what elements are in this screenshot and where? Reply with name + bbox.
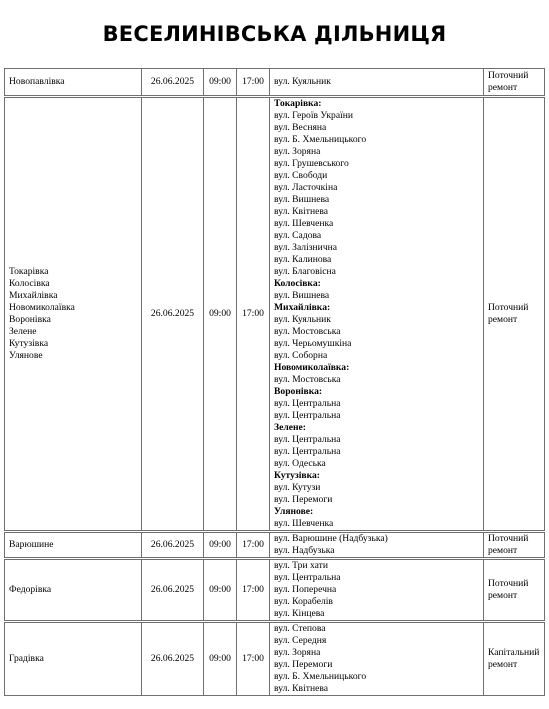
settlement-name: Новопавлівка	[9, 76, 65, 87]
work-type-cell	[484, 532, 545, 559]
page-title: ВЕСЕЛИНІВСЬКА ДІЛЬНИЦЯ	[102, 22, 447, 46]
street-name: вул. Перемоги	[274, 659, 333, 670]
street-name: вул. Зоряна	[274, 647, 321, 658]
street-name: вул. Середня	[274, 635, 327, 646]
date-cell: 26.06.2025	[142, 97, 204, 532]
date-cell: 26.06.2025	[142, 622, 204, 696]
street-name: вул. Весняна	[274, 122, 327, 133]
street-name: вул. Черьомушкіна	[274, 338, 352, 349]
end-time-cell: 17:00	[237, 97, 270, 532]
street-name: вул. Мостовська	[274, 374, 341, 385]
start-time-cell: 09:00	[204, 622, 237, 696]
street-name: вул. Кутузи	[274, 482, 321, 493]
work-type-text: ремонт	[488, 659, 518, 670]
end-time-cell: 17:00	[237, 532, 270, 559]
start-time-cell: 09:00	[204, 532, 237, 559]
street-name: вул. Залізнична	[274, 242, 338, 253]
work-type-text: Капітальний	[488, 647, 540, 658]
settlement-name: Кутузівка	[9, 338, 49, 349]
street-name: вул. Мостовська	[274, 326, 341, 337]
street-name: вул. Б. Хмельницького	[274, 134, 367, 145]
work-type-text: Поточний	[488, 533, 529, 544]
settlement-heading: Токарівка:	[274, 98, 322, 109]
work-type-text: ремонт	[488, 82, 518, 93]
work-type-cell	[484, 622, 545, 696]
street-name: вул. Б. Хмельницького	[274, 671, 367, 682]
street-name: вул. Грушевського	[274, 158, 349, 169]
street-name: вул. Шевченка	[274, 518, 334, 529]
settlements-cell	[5, 622, 142, 696]
table-row	[5, 69, 545, 97]
settlement-heading: Воронівка:	[274, 386, 323, 397]
street-name: вул. Шевченка	[274, 218, 334, 229]
street-name: вул. Перемоги	[274, 494, 333, 505]
streets-cell	[270, 559, 484, 622]
start-time-cell: 09:00	[204, 97, 237, 532]
street-name: вул. Зоряна	[274, 146, 321, 157]
street-name: вул. Варюшине (Надбузька)	[274, 533, 388, 544]
table-row	[5, 622, 545, 696]
street-name: вул. Героїв України	[274, 110, 354, 121]
street-name: вул. Центральна	[274, 446, 341, 457]
work-type-text: ремонт	[488, 545, 518, 556]
street-name: вул. Соборна	[274, 350, 328, 361]
start-time-cell: 09:00	[204, 559, 237, 622]
settlement-name: Токарівка	[9, 266, 49, 277]
settlement-heading: Михайлівка:	[274, 302, 331, 313]
settlement-name: Новомиколаївка	[9, 302, 75, 313]
settlement-heading: Зелене:	[274, 422, 306, 433]
work-type-text: Поточний	[488, 578, 529, 589]
street-name: вул. Куяльник	[274, 76, 331, 87]
table-row	[5, 559, 545, 622]
settlements-cell	[5, 532, 142, 559]
street-name: вул. Центральна	[274, 398, 341, 409]
settlement-name: Михайлівка	[9, 290, 58, 301]
street-name: вул. Квітнева	[274, 206, 329, 217]
work-type-cell	[484, 69, 545, 97]
streets-cell	[270, 532, 484, 559]
settlement-heading: Новомиколаївка:	[274, 362, 350, 373]
street-name: вул. Вишнева	[274, 290, 330, 301]
street-name: вул. Благовісна	[274, 266, 336, 277]
street-name: вул. Свободи	[274, 170, 328, 181]
settlement-heading: Кутузівка:	[274, 470, 320, 481]
street-name: вул. Поперечна	[274, 584, 337, 595]
streets-cell	[270, 69, 484, 97]
work-type-cell	[484, 559, 545, 622]
work-type-text: Поточний	[488, 302, 529, 313]
settlement-name: Колосівка	[9, 278, 50, 289]
settlement-name: Варюшине	[9, 539, 54, 550]
date-cell: 26.06.2025	[142, 69, 204, 97]
streets-cell	[270, 97, 484, 532]
settlements-cell	[5, 559, 142, 622]
street-name: вул. Куяльник	[274, 314, 331, 325]
settlement-name: Федорівка	[9, 584, 52, 595]
street-name: вул. Садова	[274, 230, 322, 241]
end-time-cell: 17:00	[237, 559, 270, 622]
settlement-heading: Улянове:	[274, 506, 314, 517]
street-name: вул. Вишнева	[274, 194, 330, 205]
settlement-name: Улянове	[9, 350, 43, 361]
table-row	[5, 532, 545, 559]
date-cell: 26.06.2025	[142, 532, 204, 559]
end-time-cell: 17:00	[237, 69, 270, 97]
work-type-cell	[484, 97, 545, 532]
settlement-name: Воронівка	[9, 314, 51, 325]
street-name: вул. Квітнева	[274, 683, 329, 694]
work-type-text: Поточний	[488, 70, 529, 81]
street-name: вул. Центральна	[274, 410, 341, 421]
street-name: вул. Надбузька	[274, 545, 335, 556]
street-name: вул. Ласточкіна	[274, 182, 338, 193]
settlements-cell	[5, 97, 142, 532]
streets-cell	[270, 622, 484, 696]
outage-schedule-table	[4, 68, 545, 696]
date-cell: 26.06.2025	[142, 559, 204, 622]
settlements-cell	[5, 69, 142, 97]
street-name: вул. Одеська	[274, 458, 326, 469]
settlement-name: Градівка	[9, 653, 44, 664]
settlement-name: Зелене	[9, 326, 37, 337]
street-name: вул. Кінцева	[274, 608, 325, 619]
street-name: вул. Степова	[274, 623, 326, 634]
settlement-heading: Колосівка:	[274, 278, 321, 289]
street-name: вул. Три хати	[274, 560, 328, 571]
table-row	[5, 97, 545, 532]
work-type-text: ремонт	[488, 590, 518, 601]
start-time-cell: 09:00	[204, 69, 237, 97]
work-type-text: ремонт	[488, 314, 518, 325]
street-name: вул. Калинова	[274, 254, 332, 265]
street-name: вул. Центральна	[274, 434, 341, 445]
street-name: вул. Центральна	[274, 572, 341, 583]
end-time-cell: 17:00	[237, 622, 270, 696]
street-name: вул. Корабелів	[274, 596, 333, 607]
